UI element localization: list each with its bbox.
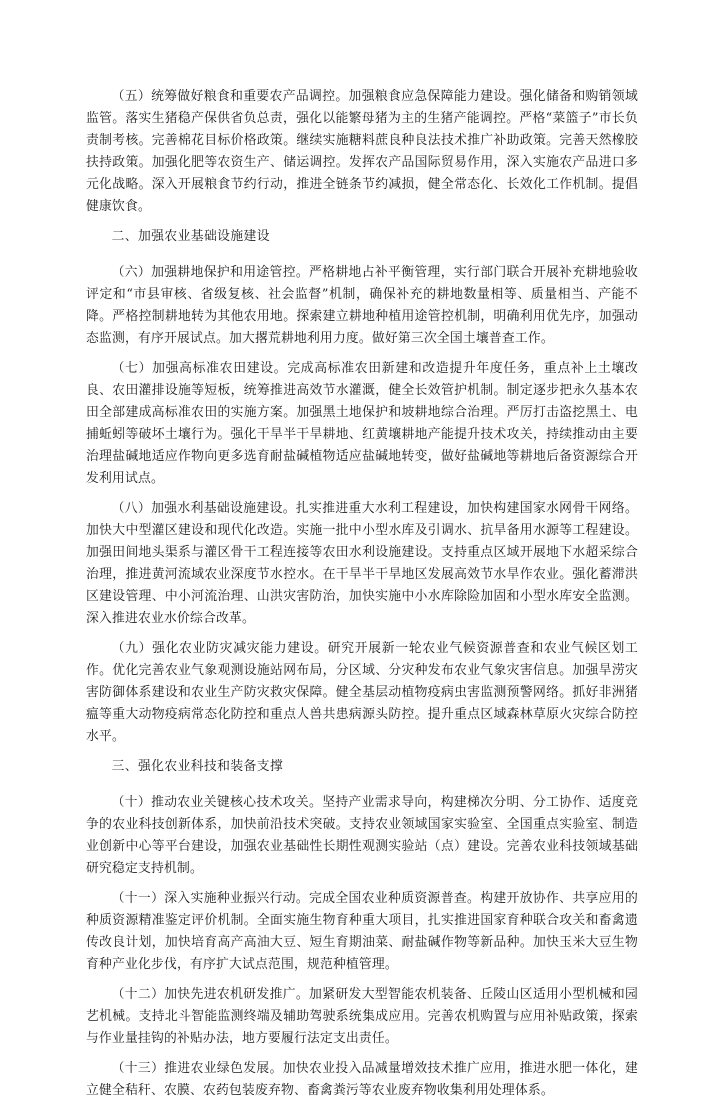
- paragraph-12: （十二）加快先进农机研发推广。加紧研发大型智能农机装备、丘陵山区适用小型机械和园艺机械。支持北斗智能监测终端及辅助驾驶系统集成应用。完善农机购置与应用补贴政策，探索与作业量挂钩的补贴办法，地方要履行法定支出责任。: [86, 987, 638, 1046]
- paragraph-8: （八）加强水利基础设施建设。扎实推进重大水利工程建设，加快构建国家水网骨干网络。加快大中型灌区建设和现代化改造。实施一批中小型水库及引调水、抗旱备用水源等工程建设。加强田间地头渠系与灌区骨干工程连接等农田水利设施建设。支持重点区域开展地下水超采综合治理，推进黄河流域农业深度节水控水。在干旱半干旱地区发展高效节水旱作农业。强化蓄滞洪区建设管理、中小河流治理、山洪灾害防治，加快实施中小水库除险加固和小型水库安全监测。深入推进农业水价综合改革。: [86, 501, 638, 626]
- paragraph-5: （五）统筹做好粮食和重要农产品调控。加强粮食应急保障能力建设。强化储备和购销领域监管。落实生猪稳产保供省负总责，强化以能繁母猪为主的生猪产能调控。严格“菜篮子”市长负责制考核。完善棉花目标价格政策。继续实施糖料蔗良种良法技术推广补助政策。完善天然橡胶扶持政策。加强化肥等农资生产、储运调控。发挥农产品国际贸易作用，深入实施农产品进口多元化战略。深入开展粮食节约行动，推进全链条节约减损，健全常态化、长效化工作机制。提倡健康饮食。: [86, 89, 638, 214]
- paragraph-7: （七）加强高标准农田建设。完成高标准农田新建和改造提升年度任务，重点补上土壤改良、农田灌排设施等短板，统筹推进高效节水灌溉，健全长效管护机制。制定逐步把永久基本农田全部建成高标准农田的实施方案。加强黑土地保护和坡耕地综合治理。严厉打击盗挖黑土、电捕蚯蚓等破坏土壤行为。强化干旱半干旱耕地、红黄壤耕地产能提升技术攻关，持续推动由主要治理盐碱地适应作物向更多选育耐盐碱植物适应盐碱地转变，做好盐碱地等耕地后备资源综合开发利用试点。: [86, 361, 638, 486]
- paragraph-6: （六）加强耕地保护和用途管控。严格耕地占补平衡管理，实行部门联合开展补充耕地验收评定和“市县审核、省级复核、社会监督”机制，确保补充的耕地数量相等、质量相当、产能不降。严格控制耕地转为其他农用地。探索建立耕地种植用途管控机制，明确利用优先序，加强动态监测，有序开展试点。加大撂荒耕地利用力度。做好第三次全国土壤普查工作。: [86, 265, 638, 346]
- paragraph-9: （九）强化农业防灾减灾能力建设。研究开展新一轮农业气候资源普查和农业气候区划工作。优化完善农业气象观测设施站网布局，分区域、分灾种发布农业气象灾害信息。加强旱涝灾害防御体系建设和农业生产防灾救灾保障。健全基层动植物疫病虫害监测预警网络。抓好非洲猪瘟等重大动物疫病常态化防控和重点人兽共患病源头防控。提升重点区域森林草原火灾综合防控水平。: [86, 641, 638, 744]
- section-heading-2: 二、加强农业基础设施建设: [111, 229, 270, 244]
- paragraph-11: （十一）深入实施种业振兴行动。完成全国农业种质资源普查。构建开放协作、共享应用的种质资源精准鉴定评价机制。全面实施生物育种重大项目，扎实推进国家育种联合攻关和畜禽遗传改良计划，加快培育高产高油大豆、短生育期油菜、耐盐碱作物等新品种。加快玉米大豆生物育种产业化步伐，有序扩大试点范围，规范种植管理。: [86, 891, 638, 972]
- paragraph-13: （十三）推进农业绿色发展。加快农业投入品减量增效技术推广应用，推进水肥一体化，建立健全秸秆、农膜、农药包装废弃物、畜禽粪污等农业废弃物收集利用处理体系。: [86, 1061, 638, 1098]
- paragraph-10: （十）推动农业关键核心技术攻关。坚持产业需求导向，构建梯次分明、分工协作、适度竞争的农业科技创新体系，加快前沿技术突破。支持农业领域国家实验室、全国重点实验室、制造业创新中心等平台建设，加强农业基础性长期性观测实验站（点）建设。完善农业科技领域基础研究稳定支持机制。: [86, 795, 638, 876]
- section-heading-3: 三、强化农业科技和装备支撑: [111, 759, 284, 774]
